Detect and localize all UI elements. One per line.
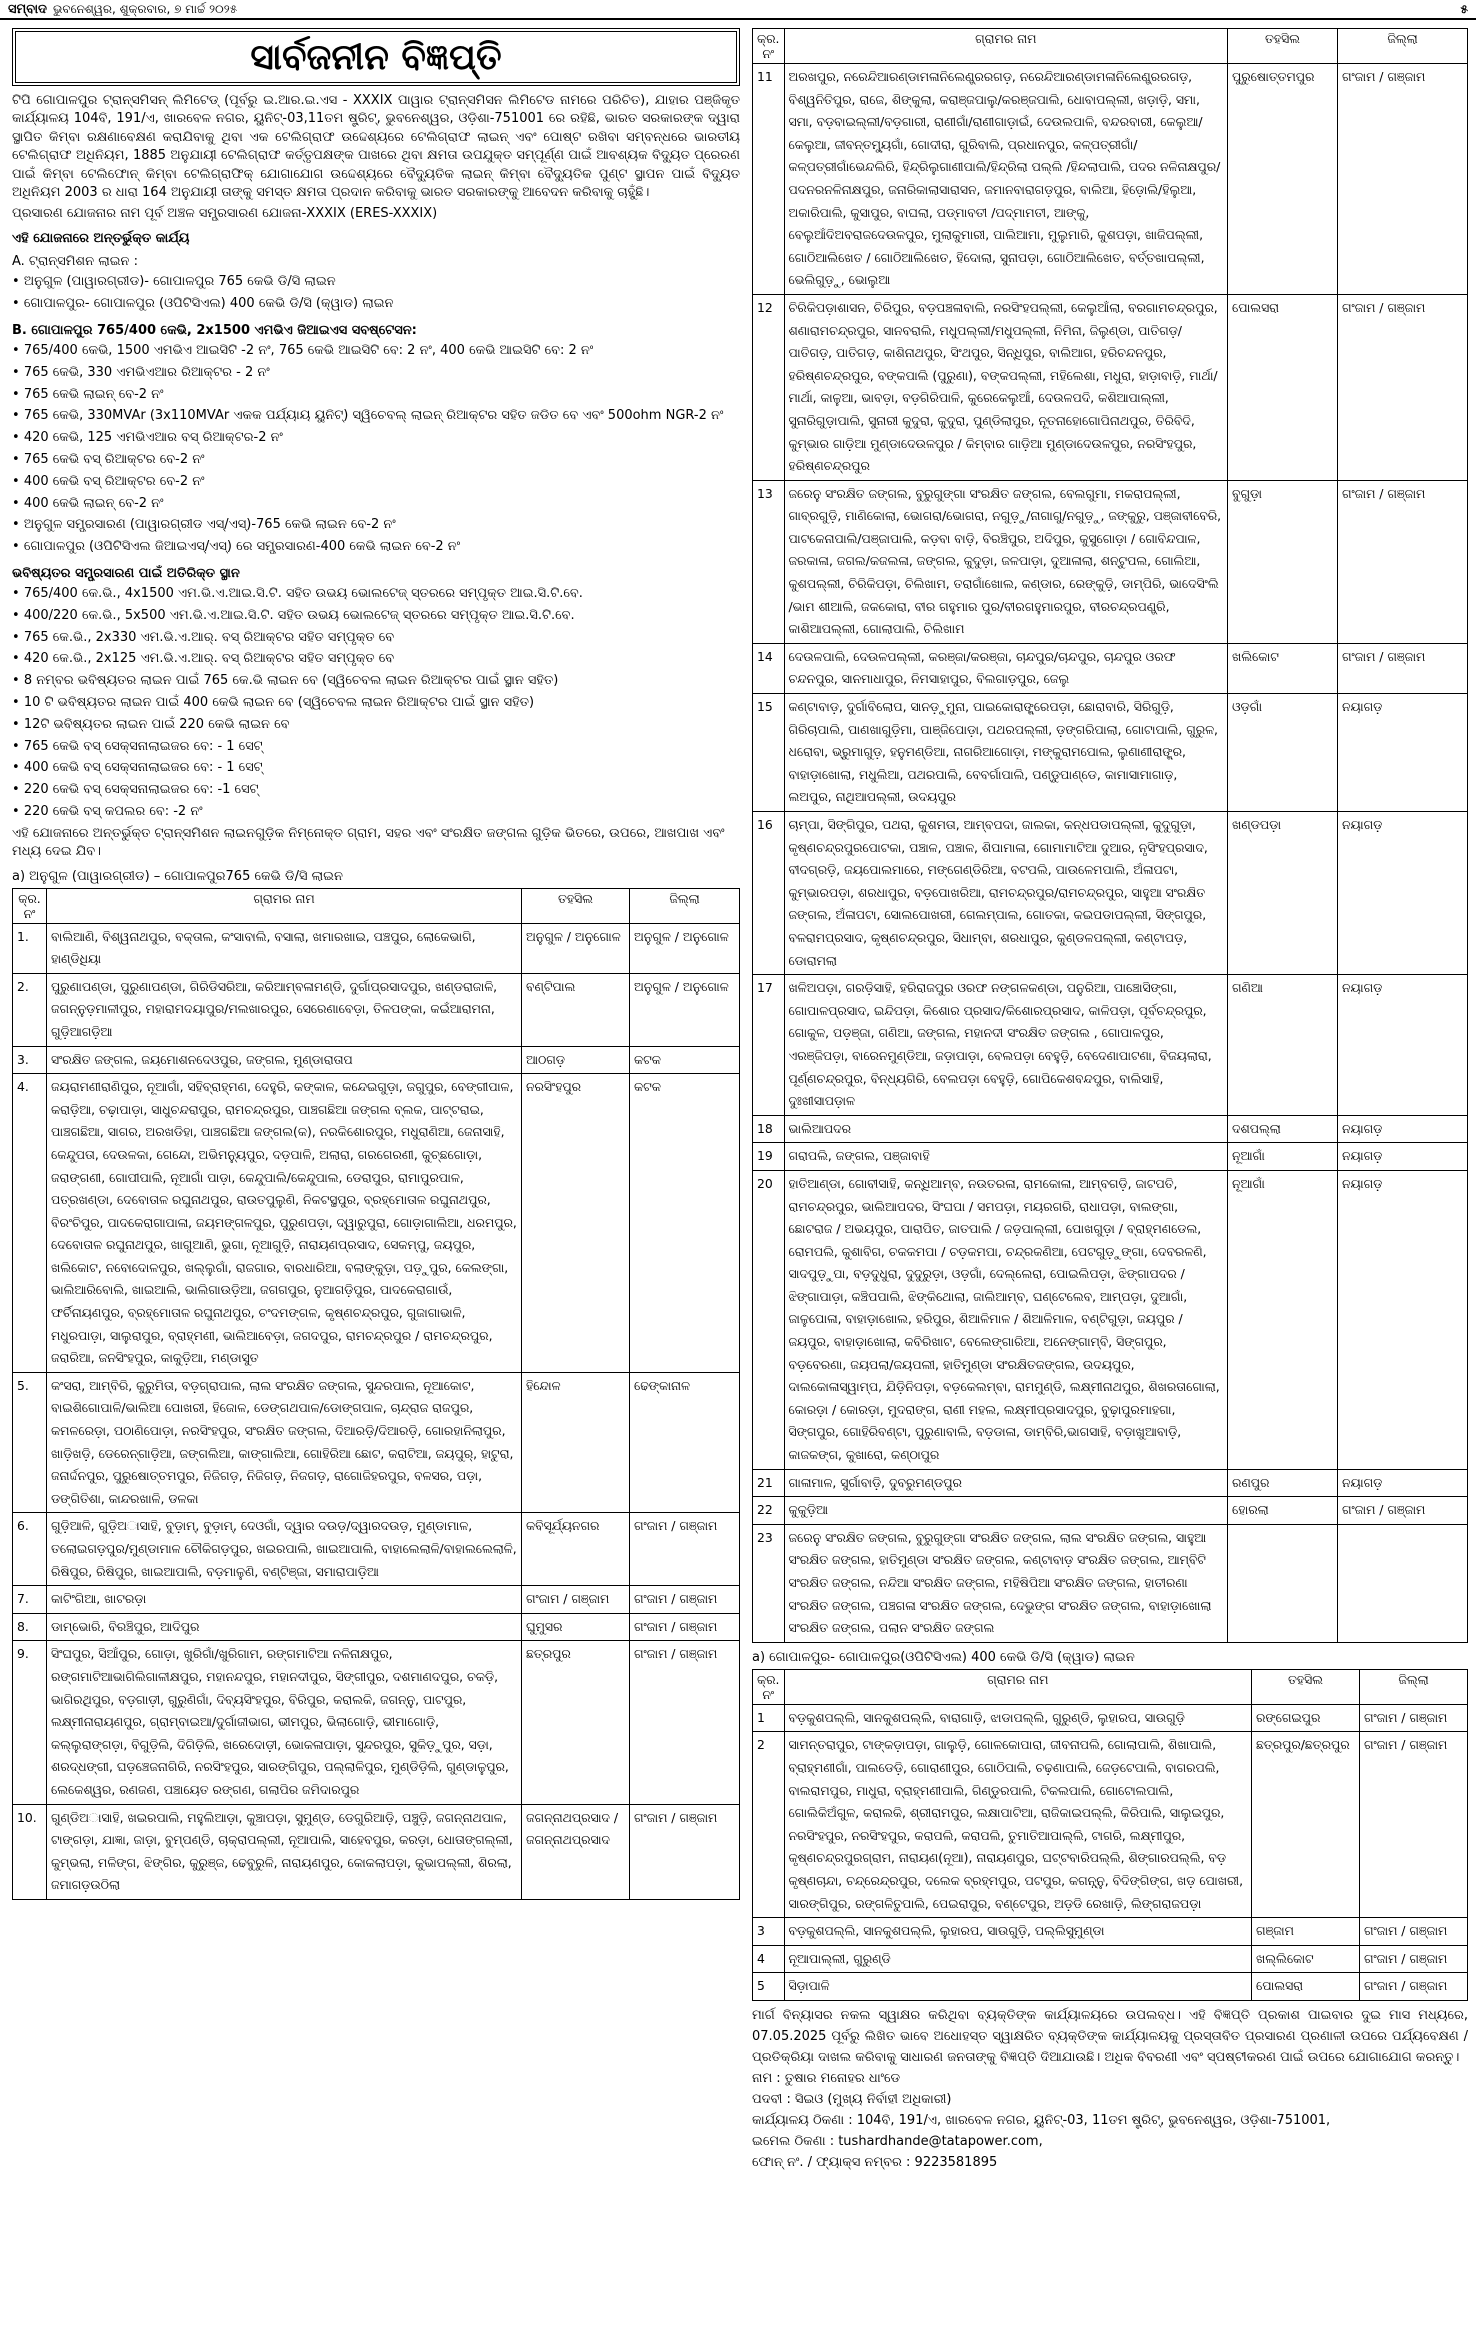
table-row [13, 1074, 740, 1373]
serial-number-cell: 9. [13, 1641, 47, 1804]
village-names-cell: ଦେଉଳପାଲି, ଦେଉଳପଲ୍ଲୀ, କରଞ୍ଜା/କରଞ୍ଜା, ଚାନ୍ଦପୁର/ଚାନ୍ଦପୁର, ଚାନ୍ଦପୁର ଓରଫ ଚନ୍ଦନପୁର, ସାନମାଧାପୁର, ନିମସାହାପୁର, ବିଲଗାଡ଼ପୁର, ଜେଲୁ [784, 643, 1228, 693]
table-row [13, 923, 740, 973]
serial-number-cell: 4 [753, 1945, 785, 1973]
serial-number-cell: 16 [753, 812, 785, 975]
table-row [753, 812, 1468, 975]
village-names-cell: କୁକୁଡ଼ିଆ [784, 1497, 1228, 1525]
village-names-cell: ଅରଖପୁର, ନରେନ୍ଦିଆରଣ୍ଡାମଳାନିଲେଣ୍ଡ୍ରରଗଡ଼, ନରେନ୍ଦିଆରଣ୍ଡାମଳାନିଲେଣ୍ଡ୍ରରଗଡ଼, ବିଶ୍ୱନିତିପୁର, ରାଜେ, ଶିଙ୍କୁଲା, କରାଞ୍ଜପାଲୁ/କରଞ୍ଜପାଲି, ଧୋବାପଲ୍ଲୀ, ଖଡ଼ାଡ଼ି, ସମା, ସମା, ବଡ଼ବାଇଲ୍ଲୀ/ବଡ଼ଗାରୀ, ରାଣୀଗାଁ/ରାଣୀଗାଡ଼ାଇଁ, ଦେଉଲପାଳି, ବନ୍ଦରବାରୀ, କେଲୁଆ/କେଲୁଆ, ଜୀବନ୍ତମ୍ୟୁଗାଁ, ଗୋଦୀରା, ଗୁରିବାଲି, ପ୍ରଧାନପୁର, କଳ୍ପତ୍ରୀଗାଁ/କଳ୍ପତ୍ରୀଗାଁଭେନ୍ଦଲିରି, ହିନ୍ଦ୍ରିଲୁଗାଣୀପାଲି/ହିନ୍ଦ୍ରିଲା ପଲ୍ଲି /ହିନ୍ଦଲାପାଲି, ପଦର ନଳିନାକ୍ଷପୁର/ପଦନରନଳିନାକ୍ଷପୁର, ଜନାରିକାଲାସାରାସନ, ଜମାନବାରାଗଡ଼ପୁର, ବାଲିଆ, ହିଡ଼ୋଲି/ହିଲୁଆ, ଅକାରିପାଲି, କୁସାପୁର, ବାଘଲା, ପଡ୍ମାବତୀ /ପଦ୍ମାମତୀ, ଆଙ୍କୁ, ବେଲୁଆଁଦିଅବରାଜଦେଉଳପୁର, ମୁଲାକୁମାରୀ, ପାଲିଆମା, ମୁଲୁମାରି, କୁଶପଡ଼ା, ଖାଜିପଲ୍ଲୀ, ଗୋଠିଆଲିଖେତ / ଗୋଠିଆଲିଖେତ, ହିଦୋଲା, ସୁନାପଡ଼ା, ଗୋଠିଆଲିଖେତ, ବର୍ତ୍ତଖାପଲ୍ଲୀ, ଭେଲିଗୁଡ଼ୁ, ଭୋଲୁଆ [784, 64, 1228, 295]
serial-number-cell: 1. [13, 923, 47, 973]
tehsil-cell: ଛତ୍ରପୁର/ଛତ୍ରପୁର [1252, 1732, 1360, 1918]
district-cell: ଗଂଜାମ / ଗଞ୍ଜାମ [1338, 480, 1468, 643]
tehsil-cell: ରଣପୁର [1228, 1469, 1338, 1497]
village-names-cell: ଗୁଣ୍ଡିଅାସାହି, ଖଇରପାଲି, ମହୁଲିଆଡ଼ା, କୁଞ୍ଚାପଡ଼ା, ସୁମୁଣ୍ଡ, ଡେଗୁରିଆଡ଼ି, ପଞ୍ଚୁଡ଼ି, ଜଗନ୍ନାଥପାଳ, ଟାଙ୍ଗଡ଼ା, ଯାଜ୍ଞା, ଜାଡ଼ା, ବୁମ୍ପଣ୍ଡି, ଚାକ୍ରାପଲ୍ଲୀ, ନୂଆପାଲି, ସାହେବପୁର, କରଡ଼ା, ଧୋତାଙ୍ଗଲ୍ଲୀ, କୁମ୍ଭଲା, ମଳିଙ୍ଗ, ଝିଙ୍ଗିର, କୁରୁଞ୍ଜ, ଢେବୁରୁଳି, ନାରାୟଣପୁର, କୋକଲାପଡ଼ା, କୁଭାପଲ୍ଲୀ, ଶିରଲା, ଜମାଗଡ଼ଉଠିଲା [47, 1804, 522, 1899]
district-cell: ଗଂଜାମ / ଗଞ୍ଜାମ [630, 1586, 740, 1614]
tehsil-cell: ରଙ୍ଗେଇପୁର [1252, 1704, 1360, 1732]
village-names-cell: ଗରାପଲି, ଜଙ୍ଗଲ, ପଞ୍ଜାବାହି [784, 1143, 1228, 1171]
village-names-cell: ଭାଲିଆପଦର [784, 1115, 1228, 1143]
future-heading: ଭବିଷ୍ୟତର ସମ୍ପ୍ରସାରଣ ପାଇଁ ଅତିରିକ୍ତ ସ୍ଥାନ [12, 566, 240, 581]
village-names-cell: ପୁରୁଣାପଣ୍ଡା, ପୁରୁଣାପଣ୍ଡା, ଗିରିଡିସରିଆ, କରିଆମ୍ବଳାମଣ୍ଡି, ଦୁର୍ଗାପ୍ରସାଦପୁର, ଖଣ୍ଡରାଜାଳି, ଜଗନ୍ନୁଡ଼ମାଳୀପୁର, ମହାରାମଦୟାପୁର/ମଲଖାରପୁର, ସେରେଣାବେଡ଼ା, ତିଳପଙ୍କା, କଇଁଆରାମନା, ଗୁଡ଼ିଆଗଡ଼ିଆ [47, 973, 522, 1046]
serial-number-cell: 10. [13, 1804, 47, 1899]
district-cell: ଢେଙ୍କାନାଳ [630, 1372, 740, 1513]
header-village: ଗ୍ରାମର ନାମ [784, 1669, 1252, 1704]
district-cell: ନୟାଗଡ଼ [1338, 975, 1468, 1116]
list-item: • 765/400 କେଭି, 1500 ଏମଭିଏ ଆଇସିଟି -2 ନଂ, 765 କେଭି ଆଇସିଟି ବେ: 2 ନଂ, 400 କେଭି ଆଇସିଟି ବେ: 2 ନଂ [12, 340, 740, 362]
table-row [753, 643, 1468, 693]
list-item: • 765/400 କେ.ଭି., 4x1500 ଏମ.ଭି.ଏ.ଆଇ.ସି.ଟି. ସହିତ ଉଭୟ ଭୋଲଟେଜ୍ ସ୍ତରରେ ସମ୍ପୃକ୍ତ ଆଇ.ସି.ଟି.ବେ. [12, 583, 740, 605]
table-row [753, 1704, 1468, 1732]
list-item: • 400 କେଭି ଲାଇନ୍ ବେ-2 ନଂ [12, 493, 740, 515]
footer-paragraph: ମାର୍ଗ ବିନ୍ୟାସର ନକଲ ସ୍ୱାକ୍ଷର କରିଥିବା ବ୍ୟକ୍ତିଙ୍କ କାର୍ଯ୍ୟାଳୟରେ ଉପଲବ୍ଧ। ଏହି ବିଜ୍ଞପ୍ତି ପ୍ରକାଶ ପାଇବାର ଦୁଇ ମାସ ମଧ୍ୟରେ, 07.05.2025 ପୂର୍ବରୁ ଲିଖିତ ଭାବେ ଅଧୋହସ୍ତ ସ୍ୱାକ୍ଷରିତ ବ୍ୟକ୍ତିଙ୍କ କାର୍ଯ୍ୟାଳୟକୁ ପ୍ରସ୍ତାବିତ ପ୍ରସାରଣ ପ୍ରଣାଳୀ ଉପରେ ପର୍ଯ୍ୟବେକ୍ଷଣ / ପ୍ରତିକ୍ରିୟା ଦାଖଲ କରିବାକୁ ସାଧାରଣ ଜନତାଙ୍କୁ ବିଜ୍ଞପ୍ତି ଦିଆଯାଉଛି। ଅଧିକ ବିବରଣୀ ଏବଂ ସ୍ପଷ୍ଟୀକରଣ ପାଇଁ ଉପରେ ଯୋଗାଯୋଗ କରନ୍ତୁ। [752, 2007, 1468, 2065]
district-cell: ଗଂଜାମ / ଗଞ୍ଜାମ [1338, 643, 1468, 693]
serial-number-cell: 1 [753, 1704, 785, 1732]
dateline: ଭୁବନେଶ୍ୱର, ଶୁକ୍ରବାର, ୭ ମାର୍ଚ୍ଚ ୨୦୨୫ [52, 1, 238, 16]
village-names-cell: ବଡ଼କୁଶପଲ୍ଲି, ସାନକୁଶପଲ୍ଲି, ଲୁହାରପ, ସାଉଗୁଡ଼ି, ପଲ୍ଲିସୁମୁଣ୍ଡା [784, 1918, 1252, 1946]
tehsil-cell: ଜଗନ୍ନାଥପ୍ରସାଦ / ଜଗନ୍ନାଥପ୍ରସାଦ [522, 1804, 630, 1899]
village-names-cell: ସାମନ୍ତରାପୁର, ଟାଙ୍କଡ଼ାପଡ଼ା, ଗାଲୁଡ଼ି, ଗୋଳକୋପାରା, ଜୀବନାପଲି, ଗୋଲାପାଲି, ଶିଖାପାଲି, ବ୍ରାହ୍ମଣୀଗାଁ, ପାଲଡେଡ଼ି, ଗୋରାଣୀପୁର, ଗୋଠିପାଲି, ଚଢ଼ଣାପାଲି, ଜେଡ଼ଟେପାଲି, ବାଗରପଲି, ବାଲରାମପୁର, ମାଧୁରା, ବ୍ରାହ୍ମଣୀପାଲି, ଗିଣ୍ଡୁରପାଲି, ଟିକଲପାଲି, ଗୋଟୋଲପାଲି, ଗୋଲିକିଅଁଗୁଳ, କରାଲକି, ଶ୍ରୀରାମପୁର, ଲକ୍ଷାପାଟିଆ, ରାଜିକାଇପଲ୍ଲି, କିରିପାଲି, ସାଲୁଇପୁର, ନରସିଂହପୁର, ନରସିଂହପୁର, କରାପଲି, କରାପଲି, ତୁମାତିଆପାଲ୍ଲି, ଟାଗରି, ଲକ୍ଷ୍ମୀପୁର, କୃଷ୍ଣଚନ୍ଦ୍ରପୁରଗ୍ରାମ, ନାରାୟଣ(ନୂଆ), ନାରାୟଣପୁର, ଘଟ୍ଟବାରିପଲ୍ଲି, ଶିଙ୍ଗାରପଲ୍ଲି, ବଡ଼ କୃଷ୍ଣଚାନ୍ଦା, ଚନ୍ଦ୍ରେନ୍ଦ୍ରପୁର, ଦଲେକ ବ୍ରହ୍ମପୁର, ପଟପୁର, କଗନ୍ନ୍ନୁ, ବିଦିଙ୍ଗିଙ୍ଗ, ଖଡ଼ ପୋଖରୀ, ସାରଙ୍ଗିପୁର, ରଙ୍ଗଳିତୁପାଲି, ପେଇରାପୁର, ବଣ୍ଟେପୁର, ଅଡ଼ଡି ରେଖାଡ଼ି, ଲିଙ୍ଗରାଜପଡ଼ା [784, 1732, 1252, 1918]
table-header-row [13, 888, 740, 923]
table-row [753, 1170, 1468, 1469]
village-table-a-left [12, 888, 740, 1900]
tehsil-cell: କବିସୂର୍ଯ୍ୟନଗର [522, 1513, 630, 1586]
list-item: • 765 କେଭି, 330MVAr (3x110MVAr ଏକକ ପର୍ଯ୍ୟାୟ ୟୁନିଟ୍) ସ୍ୱିଚେବଲ୍ ଲାଇନ୍ ରିଆକ୍ଟର ସହିତ ଜଡିତ ବେ ଏବଂ 500ohm NGR-2 ନଂ [12, 405, 740, 427]
table-row [753, 1918, 1468, 1946]
list-item: • 420 କେ.ଭି., 2x125 ଏମ.ଭି.ଏ.ଆର୍. ବସ୍ ରିଆକ୍ଟର ସହିତ ସମ୍ପୃକ୍ତ ବେ [12, 648, 740, 670]
district-cell: ଅନୁଗୁଳ / ଅନୁଗୋଳ [630, 973, 740, 1046]
email-link[interactable]: ଇମେଲ ଠିକଣା : tushardhande@tatapower.com, [752, 2133, 1043, 2149]
header-district: ଜିଲ୍ଲା [1360, 1669, 1468, 1704]
serial-number-cell: 2. [13, 973, 47, 1046]
tehsil-cell [1228, 1524, 1338, 1642]
village-names-cell: ନୂଆପାଲ୍ଲୀ, ଗୁରୁଣ୍ଡି [784, 1945, 1252, 1973]
tehsil-cell: ନୂଆଗାଁ [1228, 1170, 1338, 1469]
serial-number-cell: 11 [753, 64, 785, 295]
district-cell: ଗଂଜାମ / ଗଞ୍ଜାମ [630, 1513, 740, 1586]
village-names-cell: ଚାମ୍ପା, ସିଙ୍ଗିପୁର, ପଥରା, କୁଶମତା, ଆମ୍ବପଦା, ଜାଲକା, କନ୍ଧପଡାପଲ୍ଲୀ, କୁଦୁଗୁଡ଼ା, କୃଷ୍ଣଚନ୍ଦ୍ରପୁରପୋଟକା, ପଞ୍ଚାଳ, ପଞ୍ଚାଳ, ଶିପାମାଳା, ଗୋମାମାଟିଆ ଦୁଆର, ନୃସିଂହପ୍ରସାଦ, ବୀଦଗ୍ରଡ଼ି, ଜୟପୋଲମାରେ, ମଙ୍ଗେଣ୍ଡିରିଆ, ବଟପଲି, ପାଉଳେମପାଲି, ଅଁଳାପଟା, କୁମ୍ଭାରପଡ଼ା, ଶରଧାପୁର, ବଡ଼ପୋଖରିଆ, ରାମଚନ୍ଦ୍ରପୁର/ରାମଚନ୍ଦ୍ରପୁର, ସାହୁଆ ସଂରକ୍ଷିତ ଜଙ୍ଗଲ, ଅଁଳାପଟା, ସୋଲପୋଖରୀ, ଗେଲମ୍ପାଲ, ଗୋତକା, କଇପଡାପଲ୍ଲୀ, ସିଙ୍ଗପୁର, ବଳରାମପ୍ରସାଦ, କୃଷ୍ଣଚନ୍ଦ୍ରପୁର, ସିଧାମ୍ବା, ଶରଧାପୁର, କୁଣ୍ଡଳପଲ୍ଲୀ, କଣ୍ଟାପଡ଼, ଡୋରାମଲା [784, 812, 1228, 975]
table-row [753, 1945, 1468, 1973]
table-row [753, 294, 1468, 480]
village-names-cell: ଗୁଡ଼ିଆଳି, ଗୁଡ଼ିଅାସାହି, ବୁଡ଼ାମ୍, ବୁଡ଼ାମ୍, ଦେଓଗାଁ, ଦ୍ୱାର ଦଉଡ଼/ଦ୍ୱାରଦଉଡ଼, ମୁଣ୍ଡାମାଳ, ତଲୋଇଗଡ଼ପୁର/ମୁଣ୍ଡାମାଳ ଚୌକିଗଡ଼ପୁର, ଖଇରପାଲି, ଖାଇଆପାଲି, ବାହାଲେଲାଳି/ବାହାଲଲେଲାଳି, ରିଷିପୁର, ରିଷିପୁର, ଖାଇଆପାଲି, ବଡ଼ମାଳୁଣି, ବଣ୍ଟିଞ୍ଜା, ସମାରାପାଡ଼ିଆ [47, 1513, 522, 1586]
section-a-list [12, 271, 740, 315]
tehsil-cell: ପୋଲସରା [1228, 294, 1338, 480]
list-item: • 400 କେଭି ବସ୍ ସେକ୍ସନାଲାଇଜର ବେ: - 1 ସେଟ୍ [12, 757, 740, 779]
tehsil-cell: ଘୁମୁସର [522, 1613, 630, 1641]
village-table-a-right [752, 28, 1468, 1643]
serial-number-cell: 19 [753, 1143, 785, 1171]
list-item: • 765 କେଭି ବସ୍ ସେକ୍ସନାଲାଇଜର ବେ: - 1 ସେଟ୍ [12, 736, 740, 758]
village-names-cell: ଖଳିଅପଡ଼ା, ଗରଡ଼ିସାହି, ହରିରାଜପୁର ଓରଫ ନଙ୍ଗଳକଣ୍ଡା, ପନୁରିଆ, ପାଞ୍ଚୋସିଙ୍ଗା, ଗୋପାଳପ୍ରସାଦ, ଇନ୍ଦିପଡ଼ା, କିଶୋର ପ୍ରସାଦ/କିଶୋରପ୍ରସାଦ, କାଳିପଡ଼ା, ପୂର୍ବଚନ୍ଦ୍ରପୁର, ଗୋକୁଳ, ପଡ଼ଞ୍ଜା, ଗଣିଆ, ଜଙ୍ଗଲ, ମହାନଦୀ ସଂରକ୍ଷିତ ଜଙ୍ଗଲ , ଗୋପାଳପୁର, ଏରଞ୍ଜିପଡ଼ା, ବାରେନମୁଣ୍ଡିଆ, ଜଡ଼ାପାଡ଼ା, ବେଲପଡ଼ା ବେହୁଡ଼ି, ବେଦେଣାପାଟଣା, ବିଜୟଲାରା, ପୂର୍ଣ୍ଣଚନ୍ଦ୍ରପୁର, ବିନ୍ଧ୍ୟଗିରି, ବେଲପଡ଼ା ବେହୁଡ଼ି, ଗୋପିକେଶବନ୍ଦପୁର, ବାଲିସାହି, ଦୁଃଖୀସାପଡ଼ାଳ [784, 975, 1228, 1116]
table-row [753, 1143, 1468, 1171]
tehsil-cell: ଖଲିକୋଟ [1228, 643, 1338, 693]
header-district: ଜିଲ୍ଲା [1338, 29, 1468, 64]
district-cell: ନୟାଗଡ଼ [1338, 1143, 1468, 1171]
header-district: ଜିଲ୍ଲା [630, 888, 740, 923]
intro-paragraph: ଟିପି ଗୋପାଳପୁର ଟ୍ରାନ୍ସମିସନ୍ ଲିମିଟେଡ୍ (ପୂର୍ବରୁ ଇ.ଆର.ଇ.ଏସ - XXXIX ପାୱାର ଟ୍ରାନ୍ସମିସନ ଲିମିଟେଡ ନାମରେ ପରିଚିତ), ଯାହାର ପଞ୍ଜିକୃତ କାର୍ଯ୍ୟାଳୟ 104ବି, 191/ଏ, ଖାରବେଳ ନଗର, ୟୁନିଟ୍-03,11ତମ ଷ୍ଟ୍ରିଟ୍, ଭୁବନେଶ୍ୱର, ଓଡ଼ିଶା-751001 ରେ ରହିଛି, ଭାରତ ସରକାରଙ୍କ ଦ୍ୱାରା ସ୍ଥାପିତ କିମ୍ବା ରକ୍ଷଣାବେକ୍ଷଣ କରାଯିବାକୁ ଥିବା ଏକ ଟେଲିଗ୍ରାଫ ଉଦ୍ଦେଶ୍ୟରେ ଟେଲିଗ୍ରାଫ ଲାଇନ୍ ଏବଂ ପୋଷ୍ଟ ରଖିବା ସମ୍ବନ୍ଧରେ ଭାରତୀୟ ଟେଲିଗ୍ରାଫ ଅଧିନିୟମ, 1885 ଅନୁଯାୟୀ ଟେଲିଗ୍ରାଫ କର୍ତ୍ତୃପକ୍ଷଙ୍କ ପାଖରେ ଥିବା କ୍ଷମତା ଉପଯୁକ୍ତ ସମ୍ପୂର୍ଣ୍ଣ ପାଇଁ ଆବଶ୍ୟକ ବିଦ୍ୟୁତ ପ୍ରେରଣ ପାଇଁ କିମ୍ବା ଟେଲିଫୋନ୍ କିମ୍ବା ଟେଲିଗ୍ରାଫିକ୍ ଯୋଗାଯୋଗ ଉଦ୍ଦେଶ୍ୟରେ ବୈଦ୍ୟୁତିକ ଲାଇନ୍ କିମ୍ବା ବୈଦ୍ୟୁତିକ ପୁଣ୍ଟ ସ୍ଥାପନ ପାଇଁ ବିଦ୍ୟୁତ ଅଧିନିୟମ 2003 ର ଧାରା 164 ଅନୁଯାୟୀ ତାଙ୍କୁ ସମସ୍ତ କ୍ଷମତା ପ୍ରଦାନ କରିବାକୁ ଭାରତ ସରକାରଙ୍କୁ ଆବେଦନ କରିବାକୁ ଚାହୁଁଛି। [12, 93, 740, 201]
district-cell: ଗଂଜାମ / ଗଞ୍ଜାମ [1360, 1704, 1468, 1732]
village-names-cell: କଂସରା, ଆମ୍ବିରି, କୁରୁମିତା, ବଡ଼ଗ୍ରାପାଲ, ଲାଲ ସଂରକ୍ଷିତ ଜଙ୍ଗଲ, ସୁନ୍ଦରପାଲ, ନୂଆକୋଟ, ବାଇଶିଗୋପାଳି/ଭାଲିଆ ପୋଖରୀ, ହିଜୋଳ, ଡେଙ୍ଗଥପାଳ/ଡୋଙ୍ଗପାଳ, ଚାନ୍ଦ୍ରାଜ ରାଜପୁର, କମଳରେଡ଼ା, ପଠାଣିପୋଡ଼ା, ନରସିଂହପୁର, ସଂରକ୍ଷିତ ଜଙ୍ଗଲ, ଦିଆରଡ଼ି/ଦିଆରଡ଼ି, ଗୋରହାନିଲାପୁର, ଖାଡ଼ିଖଡ଼ି, ଡେରେନ୍‌ଗାଡ଼ିଆ, ଜଙ୍ଗଲିଆ, କାଙ୍ଗାଲିଆ, ଗୋହିରିଆ ଛୋଟ, କରାଟିଆ, ଜୟପୁର୍‌, ହାଟୁରା, ଜନାର୍ଦ୍ଦନପୁର, ପୁରୁଷୋତ୍ତମପୁର, ନିଜିଗଡ଼, ନିଜିଗଡ଼, ନିଜଗଡ଼, ରାଗୋଜିହରପୁର, ବଳସର, ପଡ଼ା, ଡଙ୍ଗିତିଶା, କାନ୍ଦରଖାଳି, ଡଳକା [47, 1372, 522, 1513]
district-cell: ଗଂଜାମ / ଗଞ୍ଜାମ [1360, 1945, 1468, 1973]
village-names-cell: ହାତିଆଣ୍ଡା, ଗୋବୀସାହି, କନ୍ଧିଆମ୍ବ, ନଉତରଳା, ରାମକୋଳା, ଆମ୍ବଗଡ଼ି, ଜାଟପତି, ରାମଚନ୍ଦ୍ରପୁର, ଭାଲିଆପଦର, ସିଂଘପା / ସମପଡ଼ା, ମୟରଗରି, ରାଧାପଡ଼ା, ବାଲଙ୍ଗା, ଛୋଟରାଜ / ଅଭୟପୁର, ପାରାପିତ, ଜାତପାଲି / ଜଡ଼ପାଲ୍ଲୀ, ପୋଖଗୁଡ଼ା / ବ୍ରାହ୍ମଣଡେଲ, ରୋମପଲି, କୁଶାବିଗ, ଚକକମପା / ଚଡ଼କମପା, ଚନ୍ଦ୍ରକଣିଆ, ପେଟଗୁଡ଼ୁଙ୍ଗା, ଦେବରଳଣି, ସାଦପୁଡ଼ୁପା, ବଡ଼ଦୁଧୁରା, ଦୁଦୁରୁଡ଼ା, ଓଡ଼ଗାଁ, ଦେଲ୍ଲେରା, ପୋଇଲିପଡ଼ା, ଝିଙ୍ଗାପଦର / ଝିଙ୍ଗାପାଡ଼ା, କଞ୍ଚିପପାଲି, ଝିଙ୍କିଥୋଲା, ଜାଲିଆମ୍ବ, ଘଣ୍ଟେଲେବ, ଆମ୍ପଡ଼ା, ଦୁଆଗାଁ, ଜାଳୁପୋଳା, ବାହାଡ଼ାଖୋଲ, ହରିପୁର, ଶିଆଳିମାଳ / ଶିଆଳିମାଳ, ବଣ୍ଟିଗୁଡ଼ା, ଜୟପୁର / ଜୟପୁର, ବାହାଡ଼ାଖୋଲା, କବିରିଖାଟ, ବେଲେଙ୍ଗାରିଆ, ଅନେଙ୍ଗାମ୍ବି, ସିଙ୍ଗପୁର, ବଡ଼ବେରଣା, ଜୟପଲା/ଜୟପଲୀ, ହାତିମୁଣ୍ଡା ସଂରକ୍ଷିତଜଙ୍ଗଲ, ଉଦୟପୁର, ଦାଲକୋଳାସ୍ୱାମ୍ପ, ଯିଡ଼ିନିପଡ଼ା, ବଡ଼କେଲମ୍ବା, ରାମମୁଣ୍ଡି, ଲକ୍ଷ୍ମୀନାଥପୁର, ଶିଖରତାଗୋଲା, କୋରଡ଼ା / କୋରଡ଼ା, ମୁଦରାଙ୍ଗ, ରାଣୀ ମହଲ, ଲକ୍ଷ୍ମୀପ୍ରସାଦପୁର, ବୁଢ଼ାପୁରମାହଗା, ସିଙ୍ଗପୁର, ଗୋହିରିବଣ୍ଟା, ପୁରୁଣାବାଲି, ବଡ଼ଡାଳା, ଡାମ୍ବିରି,ଭାଗସାହି, ବଡ଼ାଖୁଆବାଡ଼ି, କାଜକଙ୍ଗ, କୁଖାରୋ, କଣ୍ଠାପୁର [784, 1170, 1228, 1469]
serial-number-cell: 13 [753, 480, 785, 643]
district-cell: ନୟାଗଡ଼ [1338, 1115, 1468, 1143]
list-item: • 765 କେଭି ଲାଇନ୍ ବେ-2 ନଂ [12, 384, 740, 406]
header-sn: କ୍ର. ନଂ [753, 1669, 785, 1704]
page-number: ୫ [1460, 1, 1468, 16]
village-names-cell: ଡାମ୍ଭୋରି, ବିରଞ୍ଚିପୁର, ଆଦିପୁର [47, 1613, 522, 1641]
table-row [13, 1641, 740, 1804]
district-cell: ଅନୁଗୁଳ / ଅନୁଗୋଳ [630, 923, 740, 973]
table-row [753, 975, 1468, 1116]
serial-number-cell: 14 [753, 643, 785, 693]
serial-number-cell: 8. [13, 1613, 47, 1641]
header-tehsil: ତହସିଲ [1252, 1669, 1360, 1704]
table-row [753, 694, 1468, 812]
district-cell: ଗଂଜାମ / ଗଞ୍ଜାମ [1360, 1973, 1468, 2001]
list-item: • ଅନୁଗୁଳ ସମ୍ପ୍ରସାରଣ (ପାୱାରଗ୍ରୀଡ ଏସ୍/ଏସ୍)-765 କେଭି ଲାଇନ ବେ-2 ନଂ [12, 514, 740, 536]
tehsil-cell: ବୁଗୁଡ଼ା [1228, 480, 1338, 643]
district-cell: ନୟାଗଡ଼ [1338, 812, 1468, 975]
future-list [12, 583, 740, 823]
serial-number-cell: 12 [753, 294, 785, 480]
tehsil-cell: ହୋରଲା [1228, 1497, 1338, 1525]
table-header-row [753, 29, 1468, 64]
scheme-name: ପ୍ରସାରଣ ଯୋଜନାର ନାମ ପୂର୍ବ ଅଞ୍ଚଳ ସମ୍ପ୍ରସାରଣ ଯୋଜନା-XXXIX (ERES-XXXIX) [12, 206, 438, 222]
tehsil-cell: ପୁରୁଷୋତ୍ତମପୁର [1228, 64, 1338, 295]
serial-number-cell: 3. [13, 1046, 47, 1074]
table-row [753, 1973, 1468, 2001]
district-cell: କଟକ [630, 1074, 740, 1373]
tehsil-cell: ଆଠଗଡ଼ [522, 1046, 630, 1074]
village-names-cell: ବାଲିଆଣି, ବିଶ୍ୱନାଥପୁର, ବକ୍ତାଲ, କଂସାବାଲି, ବସାଲା, ଖମାରଖାଇ, ପଞ୍ଚପୁର, ଲୋକେଭାଗି, ହାଣ୍ଡିଧିୟା [47, 923, 522, 973]
serial-number-cell: 4. [13, 1074, 47, 1373]
route-note: ଏହି ଯୋଜନାରେ ଅନ୍ତର୍ଭୁକ୍ତ ଟ୍ରାନ୍ସମିଶନ ଲାଇନଗୁଡ଼ିକ ନିମ୍ନୋକ୍ତ ଗ୍ରାମ, ସହର ଏବଂ ସଂରକ୍ଷିତ ଜଙ୍ଗଲ ଗୁଡ଼ିକ ଭିତରେ, ଉପରେ, ଆଖପାଖ ଏବଂ ମଧ୍ୟ ଦେଇ ଯିବ। [12, 825, 725, 860]
village-names-cell: ଜରେନୁ ସଂରକ୍ଷିତ ଜଙ୍ଗଲ, ବୁରୁଗୁଙ୍ଗା ସଂରକ୍ଷିତ ଜଙ୍ଗଲ, ବେଲଗୁମା, ମକରାପଲ୍ଲୀ, ଗାବ୍ରଗୁଡ଼ି, ମାଣିକୋଲା, ଭୋଗରା/ଭୋଗରା, ନଗୁଡ଼ୁ/ନାଗାଗୁ/ନଗୁଡ଼ୁ, ଜଙ୍କୁରୁ, ପଞ୍ଜାବୀବେରି, ପାଟକେନାପାଲି/ପଞ୍ଜାପାଲି, କଡ଼ବା ବାଡ଼ି, ବିରଞ୍ଚିପୁର, ଅଦିପୁର, କୁସୁଗୋଡ଼ା / ଗୋବିନ୍ଦପାଳ, ଜରକାଳା, ଜଗଲ/କଜଲଳା, ଜଙ୍ଗଲ, କୁଦୁଡ଼ା, ଜଳପାଡ଼ା, ଦୁଆଳାଲା, ଶନ୍ଟୁପଲ, ଗୋଲିଆ, କୁଶପଲ୍ଲୀ, ଚିରିକିପଡ଼ା, ଚିଲିଖାମ, ତରାଗାଁଖୋଲ, କଣ୍ଡାର, ରେଙ୍କୁଡ଼ି, ଡାମ୍ପିରି, ଭାଦେସିଂଲି /ଭାମ ଶୀଆଲି, ଜକକୋରା, ବୀର ଗହୁମାର ପୁର/ବୀରଗହୁମାରପୁର, ବୀରଚନ୍ଦ୍ରପଣ୍ଡ୍ରି, କାଶିଆପଲ୍ଲୀ, ଗୋଲାପାଲି, ଚିଲିଖାମ [784, 480, 1228, 643]
table-row [13, 1372, 740, 1513]
table-a-title: a) ଅନୁଗୁଳ (ପାୱାରଗ୍ରୀଡ) – ଗୋପାଳପୁର765 କେଭି ଡି/ସି ଲାଇନ [12, 868, 343, 884]
list-item: • 765 କେଭି, 330 ଏମଭିଏଆର ରିଆକ୍ଟର - 2 ନଂ [12, 362, 740, 384]
signatory-designation: ପଦବୀ : ସିଇଓ (ମୁଖ୍ୟ ନିର୍ବାହୀ ଅଧିକାରୀ) [752, 2091, 952, 2107]
tehsil-cell: ନୂଆଗାଁ [1228, 1143, 1338, 1171]
list-item: • 12ଟି ଭବିଷ୍ୟତର ଲାଇନ ପାଇଁ 220 କେଭି ଲାଇନ ବେ [12, 714, 740, 736]
tehsil-cell: ଖଲ୍ଲିକୋଟ [1252, 1945, 1360, 1973]
district-cell: ଗଂଜାମ / ଗଞ୍ଜାମ [1338, 294, 1468, 480]
tehsil-cell: ଅନୁଗୁଳ / ଅନୁଗୋଳ [522, 923, 630, 973]
district-cell: ଗଂଜାମ / ଗଞ୍ଜାମ [1338, 64, 1468, 295]
serial-number-cell: 5. [13, 1372, 47, 1513]
newspaper-logo: ସମ୍ବାଦ [8, 1, 47, 17]
district-cell: ଗଂଜାମ / ଗଞ୍ଜାମ [630, 1804, 740, 1899]
tehsil-cell: ଛତ୍ରପୁର [522, 1641, 630, 1804]
serial-number-cell: 15 [753, 694, 785, 812]
district-cell: ଗଂଜାମ / ଗଞ୍ଜାମ [1338, 1497, 1468, 1525]
table-row [13, 1046, 740, 1074]
notice-title: ସାର୍ବଜନୀନ ବିଜ୍ଞପ୍ତି [12, 28, 740, 86]
table-b-title: a) ଗୋପାଳପୁର- ଗୋପାଳପୁର(ଓପିଟିସିଏଲ) 400 କେଭି ଡି/ସି (କ୍ୱାଡ) ଲାଇନ [752, 1649, 1135, 1665]
tehsil-cell: ଗଞ୍ଜାମ [1252, 1918, 1360, 1946]
header-tehsil: ତହସିଲ [1228, 29, 1338, 64]
tehsil-cell: ହିନ୍ଦୋଳ [522, 1372, 630, 1513]
village-names-cell: ସିଡ଼ାପାଳି [784, 1973, 1252, 2001]
district-cell: କଟକ [630, 1046, 740, 1074]
serial-number-cell: 5 [753, 1973, 785, 2001]
list-item: • 420 କେଭି, 125 ଏମଭିଏଆର ବସ୍ ରିଆକ୍ଟର-2 ନଂ [12, 427, 740, 449]
village-names-cell: ଜୟରାମଣୀରାଣିପୁର, ନୂଆଗାଁ, ସହିବ୍ରାହ୍ମଣ, ଦେହୁରି, କଙ୍କାଳ, କନ୍ଦେଇଗୁଡ଼ା, ଜଗୁପୁର, ବେଙ୍ଗୀପାଳ, କରାଡ଼ିଆ, ଚଢ଼ାପାଡ଼ା, ସାଧୁଚନ୍ଦରାପୁର, ରାମଚନ୍ଦ୍ରପୁର, ପାଞ୍ଚଗଛିଆ ଜଙ୍ଗଲ ବ୍ଲକ, ପାଟ୍ଟରାଇ, ପାଞ୍ଚଗଛିଆ, ସାଗର, ଅରଖଡିହା, ପାଞ୍ଚଗଛିଆ ଜଙ୍ଗଲ(କ), ନରକିଶୋରପୁର, ମଧୁରାଣିଆ, ଜେନାସାହି, କେନ୍ଦୁପତା, ଦେଉଳକା, ଗେନ୍ଦୋ, ଅଭିମନ୍ୟୁପୁର, ଦଡ଼ପାଳି, ଅଲାରା, ଗରଗେରଣୀ, କୁଚ୍ଛଗୋଡ଼ା, ଜରାଙ୍ଗଣୀ, ଗୋପୀପାଲି, ନୂଆଗାଁ ପାଡ଼ା, କେନ୍ଦୁପାଲି/କେନ୍ଦୁପାଲ, ଡେରାପୁର, ରାମାପୁରପାଳ, ପତ୍ରଖଣ୍ଡା, ଦେବୋତାଳ ରଘୁନାଥପୁର, ରାଉତପୁଲୁଣି, ନିକଟସ୍ଥପୁର, ବ୍ରହ୍ମୋତାଳ ରଘୁନାଥପୁର, ବିରଂଚିପୁର, ପାଦକେରାଗାପାଳା, ଜୟମଙ୍ଗଳପୁର, ପୁରୁଣପଡ଼ା, ଦ୍ୱାରୁପୁରା, ଗୋଡ଼ାଗାଲିଆ, ଧରମପୁର, ଦେବୋତାଳ ରଘୁନାଥପୁର, ଖାଗୁଆଣି, ଭୁଗା, ନୂଆଗୁଡ଼ି, ନାରାୟଣପ୍ରସାଦ, ସେକମ୍ପୁ, ଜୟପୁର, ଖଲିକୋଟ, ନବୋଦୋଳପୁର, ଖଲ୍ଲୁଗାଁ, ରାଜଗାର, ବାରଧାରିଆ, ବଲାଙ୍କୁଡ଼ା, ପଡ଼ୁପୁର, କେଲଙ୍ଗା, ଭାଲିଆରିବୋଲି, ଖାଇଆଲି, ଭାଲିଗାଉଡ଼ିଆ, ଜଗଗପୁର, ନୁଆଗଡ଼ିପୁର, ପାଦକେରାଗାଉଁ, ଫର୍ଚିନାୟଣପୁର, ବ୍ରହ୍ମୋତାଳ ରଘୁନାଥପୁର, ଚଂଦମଙ୍ଗଳ, କୃଷ୍ଣଚନ୍ଦ୍ରପୁର, ଗୁଜାଗାଭାଳି, ମଧୁରପାଡ଼ା, ସାଲୁରାପୁର, ବ୍ରାହ୍ମଣୀ, ଭାଲିଆବେଡ଼ା, ଜଗଦପୁର, ରାମଚନ୍ଦ୍ରପୁର / ରାମଚନ୍ଦ୍ରପୁର, ଜରାରିଆ, ଜନସିଂହପୁର, କାକୁଡ଼ିଆ, ମଣ୍ଡାସୁତ [47, 1074, 522, 1373]
section-b-heading: B. ଗୋପାଳପୁର 765/400 କେଭି, 2x1500 ଏମଭିଏ ଜିଆଇଏସ ସବଷ୍ଟେସନ: [12, 323, 417, 339]
serial-number-cell: 17 [753, 975, 785, 1116]
list-item: • 765 କେଭି ବସ୍ ରିଆକ୍ଟର ବେ-2 ନଂ [12, 449, 740, 471]
village-names-cell: ଜରେନୁ ସଂରକ୍ଷିତ ଜଙ୍ଗଲ, ବୁରୁଗୁଙ୍ଗା ସଂରକ୍ଷିତ ଜଙ୍ଗଲ, ଲାଲ ସଂରକ୍ଷିତ ଜଙ୍ଗଲ, ସାହୁଆ ସଂରକ୍ଷିତ ଜଙ୍ଗଲ, ହାତିମୁଣ୍ଡା ସଂରକ୍ଷିତ ଜଙ୍ଗଲ, କଣ୍ଟାବାଡ଼ ସଂରକ୍ଷିତ ଜଙ୍ଗଲ, ଆମ୍ବିଟି ସଂରକ୍ଷିତ ଜଙ୍ଗଲ, ନନ୍ଦିଆ ସଂରକ୍ଷିତ ଜଙ୍ଗଲ, ମହିଷିପିଆ ସଂରକ୍ଷିତ ଜଙ୍ଗଲ, ହାତୀରଣା ସଂରକ୍ଷିତ ଜଙ୍ଗଲ, ପଞ୍ଚଗଳା ସଂରକ୍ଷିତ ଜଙ୍ଗଲ, ଦେଭୁଙ୍ଗ ସଂରକ୍ଷିତ ଜଙ୍ଗଲ, ବାହାଡ଼ାଖୋଲା ସଂରକ୍ଷିତ ଜଙ୍ଗଲ, ପଲାନ ସଂରକ୍ଷିତ ଜଙ୍ଗଲ [784, 1524, 1228, 1642]
village-table-b [752, 1669, 1468, 2001]
table-row [13, 1513, 740, 1586]
right-column [752, 28, 1468, 2334]
table-header-row [753, 1669, 1468, 1704]
list-item: • 765 କେ.ଭି., 2x330 ଏମ.ଭି.ଏ.ଆର୍. ବସ୍ ରିଆକ୍ଟର ସହିତ ସମ୍ପୃକ୍ତ ବେ [12, 627, 740, 649]
district-cell: ନୟାଗଡ଼ [1338, 1469, 1468, 1497]
tehsil-cell: ଖଣ୍ଡପଡ଼ା [1228, 812, 1338, 975]
works-heading: ଏହି ଯୋଜନାରେ ଅନ୍ତର୍ଭୁକ୍ତ କାର୍ଯ୍ୟ [12, 231, 190, 247]
phone-number: ଫୋନ୍ ନଂ. / ଫ୍ୟାକ୍ସ ନମ୍ବର : 9223581895 [752, 2154, 998, 2170]
serial-number-cell: 22 [753, 1497, 785, 1525]
tehsil-cell: ଗଣିଆ [1228, 975, 1338, 1116]
tehsil-cell: ଗଂଜାମ / ଗଞ୍ଜାମ [522, 1586, 630, 1614]
list-item: • ଗୋପାଳପୁର (ଓପିଟିସିଏଲ ଜିଆଇଏସ୍/ଏସ୍) ରେ ସମ୍ପ୍ରସାରଣ-400 କେଭି ଲାଇନ ବେ-2 ନଂ [12, 536, 740, 558]
district-cell: ନୟାଗଡ଼ [1338, 694, 1468, 812]
table-row [13, 1613, 740, 1641]
tehsil-cell: ନରସିଂହପୁର [522, 1074, 630, 1373]
table-row [753, 1115, 1468, 1143]
district-cell: ଗଂଜାମ / ଗଞ୍ଜାମ [1360, 1732, 1468, 1918]
serial-number-cell: 23 [753, 1524, 785, 1642]
district-cell: ଗଂଜାମ / ଗଞ୍ଜାମ [630, 1613, 740, 1641]
table-row [753, 1497, 1468, 1525]
table-row [753, 1732, 1468, 1918]
district-cell [1338, 1524, 1468, 1642]
list-item: • 220 କେଭି ବସ୍ ସେକ୍ସନାଲାଇଜର ବେ: -1 ସେଟ୍ [12, 779, 740, 801]
section-a-heading: A. ଟ୍ରାନ୍ସମିଶନ ଲାଇନ : [12, 254, 139, 270]
village-names-cell: ବଡ଼କୁଶପଲ୍ଲି, ସାନକୁଶପଲ୍ଲି, ବାରାଗାଡ଼ି, ଝାଡାପଲ୍ଲି, ଗୁରୁଣ୍ଡି, ଲୁହାରପ, ସାଉଗୁଡ଼ି [784, 1704, 1252, 1732]
serial-number-cell: 2 [753, 1732, 785, 1918]
tehsil-cell: ବଣ୍ଟିପାଲ [522, 973, 630, 1046]
header-sn: କ୍ର. ନଂ [13, 888, 47, 923]
list-item: • ଅନୁଗୁଳ (ପାୱାରଗ୍ରୀଡ)- ଗୋପାଳପୁର 765 କେଭି ଡି/ସି ଲାଇନ [12, 271, 740, 293]
village-names-cell: ସିଂଘପୁର, ସିଆଁପୁର, ଗୋଡ଼ା, ଖୁରିଗାଁ/ଖୁରିଗାମ, ରଙ୍ଗମାଟିଆ ନଳିନାକ୍ଷପୁର, ରଙ୍ଗମାଟିଆଭାଗିଲିଗାଳୀକ୍ଷପୁର, ମହାନନ୍ଦପୁର, ମହାନଦୀପୁର, ସିଙ୍ଗୀପୁର, ଦଶମାଣଦପୁର, ଚକଡ଼ି, ଭାଗିରଥିପୁର, ବଡ଼ଗାଡ଼ୀ, ଗୁରୁଣିଗାଁ, ଦିବ୍ୟସିଂହପୁର, ବିରିପୁର, କରାଲକି, ଜଗନ୍ନୁ, ପାଟପୁର, ଲକ୍ଷ୍ମୀନାରାୟଣପୁର, ଗ୍ରାମ୍ବାଇଆ/ଦୁର୍ଗାଜୀଭାଗ, ଭୀମପୁର, ଭିଲାଗୋଡ଼ି, ଭୀମାଗୋଡ଼ି, କଲ୍ଲୁରାଙ୍ଗଡ଼ା, ବିଗୁଡ଼ିଲି, ଦିଗିଡ଼ିଲି, ଖରେଦୋଡ଼ୀ, ଭୋକଳାପାଡ଼ା, ସୁନ୍ଦରପୁର, ସୁକିଡ଼ୁପୁର, ସଡ଼ା, ଶରଦ୍ଧଙ୍ଗୀ, ଘଡ଼ଞ୍ଚେଜନାଗିରି, ନରସିଂହପୁର, ସାରଙ୍ଗିପୁର, ପଲ୍ଲାଳିପୁର, ମୁଣ୍ଡିଡ଼ିଲି, ଗୁଣ୍ଡାଳୁପୁର, ଲେକେଶ୍ୱର, ରଣଜଣ, ପଞ୍ଚାୟେତ ରଙ୍ଗଣ, ଗଲାପିର ଜମିଦାରପୁର [47, 1641, 522, 1804]
village-names-cell: ଗାଳାମାଳ, ସୁର୍ଗାବାଡ଼ି, ଦୁବରୁମଣ୍ଡପୁର [784, 1469, 1228, 1497]
header-village: ଗ୍ରାମର ନାମ [47, 888, 522, 923]
notice-footer [752, 2005, 1468, 2173]
serial-number-cell: 6. [13, 1513, 47, 1586]
table-row [753, 1524, 1468, 1642]
village-names-cell: ଚିରିକିପଡ଼ାଶାସନ, ଚିରିପୁର, ବଡ଼ପଞ୍ଚଳାବାଲି, ନରସିଂହପଲ୍ଲୀ, କେଲୁଆଁଲା, ବରଗାମଚନ୍ଦ୍ରପୁର, ଶଣାରାମଚନ୍ଦ୍ରପୁର, ସାନବରାଲି, ମଧୁପଲ୍ଲୀ/ମଧୁପଲ୍ଲୀ, ନିମିନା, ଜିଲୁଣ୍ଡା, ପାତିଗଡ଼/ପାତିଗଡ଼, ପାତିଗଡ଼, କାଶିନାଥପୁର, ସିଂଥପୁର, ସିନ୍ଧିପୁର, ବାଲିଆଗ, ହରିଚନ୍ଦନପୁର, ହରିଷ୍ଣଚନ୍ଦ୍ରପୁର, ବଙ୍କପାଲି (ପୁରୁଣା), ବଙ୍କପଲ୍ଲୀ, ମହିଲେଶା, ମଧୁରା, ହାଡ଼ାବାଡ଼ି, ମାର୍ଥା/ମାର୍ଥା, କାଳୁଆ, ଭାବଡ଼ା, ବଡ଼ଗିରିପାଳି, କୁରେକେଲୁଆଁ, ଦେଉଳପଦି, କଶିଆପାଲ୍ଲୀ, ସୁନାରିଗୁଡ଼ାପାଲି, ସୁନାରୀ କୁଦୁରା, କୁଦୁରା, ପୁଣ୍ଡିଲାପୁର, ନୂତନାହୋଗୋପିନାଥପୁର, ତିରିବିଦି, କୁମ୍ଭାର ଗାଡ଼ିଆ ମୁଣ୍ଡାଦେଉଳପୁର / କିମ୍ବାର ଗାଡ଼ିଆ ମୁଣ୍ଡାଦେଉଳପୁର, ନରସିଂହପୁର, ହରିଷ୍ଣଚନ୍ଦ୍ରପୁର [784, 294, 1228, 480]
table-row [13, 1586, 740, 1614]
list-item: • 10 ଟି ଭବିଷ୍ୟତର ଲାଇନ ପାଇଁ 400 କେଭି ଲାଇନ ବେ (ସ୍ୱିଚେବଲ ଲାଇନ ରିଆକ୍ଟର ପାଇଁ ସ୍ଥାନ ସହିତ) [12, 692, 740, 714]
list-item: • 220 କେଭି ବସ୍ କପଲର ବେ: -2 ନଂ [12, 801, 740, 823]
district-cell: ଗଂଜାମ / ଗଞ୍ଜାମ [1360, 1918, 1468, 1946]
tehsil-cell: ଓଡ଼ଗାଁ [1228, 694, 1338, 812]
section-b-list [12, 340, 740, 558]
header-tehsil: ତହସିଲ [522, 888, 630, 923]
newspaper-masthead [0, 0, 1476, 20]
office-address: କାର୍ଯ୍ୟାଳୟ ଠିକଣା : 104ବି, 191/ଏ, ଖାରବେଳ ନଗର, ୟୁନିଟ୍-03, 11ତମ ଷ୍ଟ୍ରିଟ୍, ଭୁବନେଶ୍ୱର, ଓଡ଼ିଶା-751001, [752, 2112, 1331, 2128]
serial-number-cell: 3 [753, 1918, 785, 1946]
serial-number-cell: 18 [753, 1115, 785, 1143]
tehsil-cell: ଦଶପଲ୍ଲା [1228, 1115, 1338, 1143]
tehsil-cell: ପୋଲସରା [1252, 1973, 1360, 2001]
table-row [13, 1804, 740, 1899]
district-cell: ନୟାଗଡ଼ [1338, 1170, 1468, 1469]
serial-number-cell: 20 [753, 1170, 785, 1469]
village-names-cell: କଣ୍ଟାବାଡ଼, ଦୁର୍ଗାବିଲୋପ, ସାନଡ଼ୁମୁନା, ପାଇକୋରାଙ୍ଗ୍ରେପଡ଼ା, ଛୋରାବାରି, ସିରିଗୁଡ଼ି, ଗିରିଚାପାଲି, ପାଣଖାଗୁଡ଼ିମା, ପାଞ୍ଜିପୋଡ଼ା, ପଥରପଲ୍ଲୀ, ଡ଼ଙ୍ଗରିପାଲା, ଗୋଟାପାଲି, ଗୁରୁଳ, ଧରୋବା, ଭ୍ରୁମାଗୁଡ଼, ହନୁମଣ୍ଡିଆ, ନାଗରିଆଗୋଡ଼ା, ମଙ୍କୁରାମପୋଲ, ଲୁଣାଣୀରାଙ୍ଗ୍ର, ବାହାଡ଼ାଖୋଲା, ମଧୁଲିଆ, ପଥରପାଲି, ବେବର୍ଗାପାଲି, ପଣ୍ଡୁପାଣ୍ଡେ, କାମାସାମାଗାଡ଼, ଲଅପୁର, ନାଥିଆପଲ୍ଲୀ, ଉଦୟପୁର [784, 694, 1228, 812]
left-column [12, 28, 740, 2334]
list-item: • ଗୋପାଳପୁର- ଗୋପାଳପୁର (ଓପିଟିସିଏଲ) 400 କେଭି ଡି/ସି (କ୍ୱାଡ) ଲାଇନ [12, 293, 740, 315]
list-item: • 400/220 କେ.ଭି., 5x500 ଏମ.ଭି.ଏ.ଆଇ.ସି.ଟି. ସହିତ ଉଭୟ ଭୋଲଟେଜ୍ ସ୍ତରରେ ସମ୍ପୃକ୍ତ ଆଇ.ସି.ଟି.ବେ. [12, 605, 740, 627]
signatory-name: ନାମ : ତୁଷାର ମନୋହର ଧାଂଡେ [752, 2070, 901, 2086]
list-item: • 8 ନମ୍ବର ଭବିଷ୍ୟତର ଲାଇନ ପାଇଁ 765 କେ.ଭି ଲାଇନ ବେ (ସ୍ୱିଚେବଲ ଲାଇନ ରିଆକ୍ଟର ପାଇଁ ସ୍ଥାନ ସହିତ) [12, 670, 740, 692]
village-names-cell: ସଂରକ୍ଷିତ ଜଙ୍ଗଲ, ଜୟମୋଶନଦେଓପୁର, ଜଙ୍ଗଲ, ମୁଣ୍ଡାରାତାପ [47, 1046, 522, 1074]
header-village: ଗ୍ରାମର ନାମ [784, 29, 1228, 64]
header-sn: କ୍ର. ନଂ [753, 29, 785, 64]
table-row [13, 973, 740, 1046]
table-row [753, 1469, 1468, 1497]
table-row [753, 64, 1468, 295]
table-row [753, 480, 1468, 643]
serial-number-cell: 21 [753, 1469, 785, 1497]
village-names-cell: କାଟିଂଗିଆ, ଖାଟରଡ଼ା [47, 1586, 522, 1614]
district-cell: ଗଂଜାମ / ଗଞ୍ଜାମ [630, 1641, 740, 1804]
list-item: • 400 କେଭି ବସ୍ ରିଆକ୍ଟର ବେ-2 ନଂ [12, 471, 740, 493]
serial-number-cell: 7. [13, 1586, 47, 1614]
